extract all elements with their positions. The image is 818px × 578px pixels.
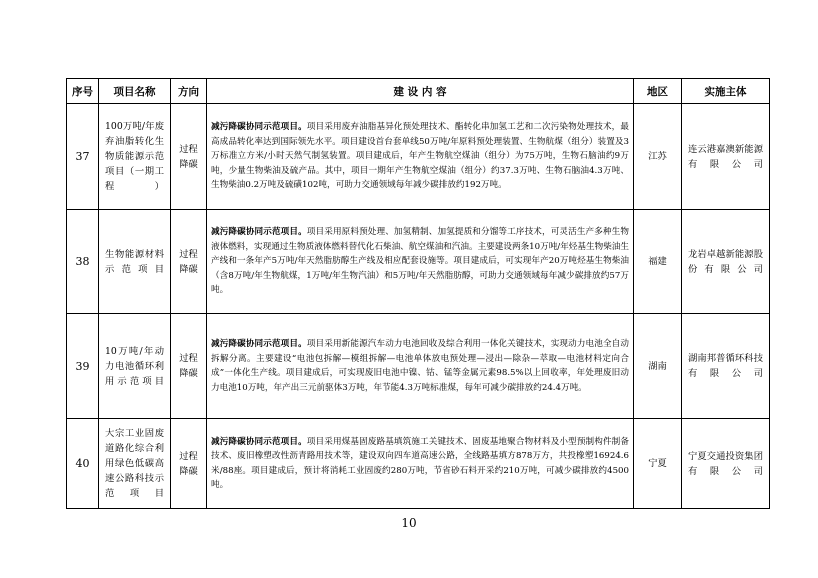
row-direction: 过程降碳 xyxy=(171,104,207,210)
header-implementing-entity: 实施主体 xyxy=(682,79,770,104)
row-implementing-entity: 连云港嘉澳新能源有限公司 xyxy=(682,104,770,210)
row-content-lead: 减污降碳协同示范项目。 xyxy=(211,436,307,447)
header-construction-content: 建 设 内 容 xyxy=(207,79,634,104)
header-direction: 方向 xyxy=(171,79,207,104)
header-region: 地区 xyxy=(634,79,682,104)
row-serial-number: 40 xyxy=(67,419,99,509)
row-construction-content xyxy=(207,210,634,314)
page-number: 10 xyxy=(401,516,417,530)
row-serial-number: 37 xyxy=(67,104,99,210)
row-direction: 过程降碳 xyxy=(171,314,207,419)
row-region: 湖南 xyxy=(634,314,682,419)
table-header-row xyxy=(67,79,770,104)
row-content-body: 项目采用新能源汽车动力电池回收及综合利用一体化关键技术，实现动力电池全自动拆解分离。主要建设“电池包拆解—模组拆解—电池单体放电预处理—浸出—除杂—萃取—电池材料定向合成”一体化生产线。项目建成后，可实现废旧电池中镍、钴、锰等金属元素98.5%以上回收率，年处理废旧动力电池10万吨，年产出三元前驱体3万吨，年节能4.3万吨标准煤，每年可减少碳排放约24.4万吨。 xyxy=(211,339,629,393)
row-construction-content xyxy=(207,419,634,509)
table-row xyxy=(67,419,770,509)
row-content-body: 项目采用原料预处理、加氢精制、加氢提质和分馏等工序技术，可灵活生产多种生物液体燃料，实现通过生物质液体燃料替代化石柴油、航空煤油和汽油。主要建设两条10万吨/年烃基生物柴油生产线和一条年产5万吨/年天然脂肪醇生产线及相应配套设施等。项目建成后，可实现年产20万吨烃基生物柴油（含8万吨/年生物航煤，1万吨/年生物汽油）和5万吨/年天然脂肪醇，可助力交通领域每年减少碳排放约57万吨。 xyxy=(211,227,629,296)
row-region: 福建 xyxy=(634,210,682,314)
row-direction: 过程降碳 xyxy=(171,210,207,314)
row-content-lead: 减污降碳协同示范项目。 xyxy=(211,339,307,349)
projects-table xyxy=(66,78,770,509)
row-project-name: 100万吨/年废弃油脂转化生物质能源示范项目（一期工程） xyxy=(99,104,171,210)
row-content-body: 项目采用煤基固废路基填筑施工关键技术、固废基地聚合物材料及小型预制构件制备技术、废旧橡塑改性沥青路用技术等，建设双向四车道高速公路，全线路基填方878万方，共投橡塑16924.6米/88座。项目建成后，预计将消耗工业固废约280万吨，节省砂石料开采约210万吨，可减少碳排放约4500吨。 xyxy=(211,436,629,490)
row-implementing-entity: 龙岩卓越新能源股份有限公司 xyxy=(682,210,770,314)
row-content-lead: 减污降碳协同示范项目。 xyxy=(211,122,307,133)
row-project-name: 生物能源材料示范项目 xyxy=(99,210,171,314)
row-implementing-entity: 湖南邦普循环科技有限公司 xyxy=(682,314,770,419)
row-project-name: 大宗工业固废道路化综合利用绿色低碳高速公路科技示范项目 xyxy=(99,419,171,509)
row-region: 宁夏 xyxy=(634,419,682,509)
table-row xyxy=(67,104,770,210)
row-construction-content xyxy=(207,314,634,419)
row-project-name: 10万吨/年动力电池循环利用示范项目 xyxy=(99,314,171,419)
row-direction: 过程降碳 xyxy=(171,419,207,509)
row-region: 江苏 xyxy=(634,104,682,210)
row-implementing-entity: 宁夏交通投资集团有限公司 xyxy=(682,419,770,509)
row-content-lead: 减污降碳协同示范项目。 xyxy=(211,227,307,238)
table-row xyxy=(67,210,770,314)
header-project-name: 项目名称 xyxy=(99,79,171,104)
row-serial-number: 38 xyxy=(67,210,99,314)
header-serial-number: 序号 xyxy=(67,79,99,104)
row-serial-number: 39 xyxy=(67,314,99,419)
row-construction-content xyxy=(207,104,634,210)
table-row xyxy=(67,314,770,419)
row-content-body: 项目采用废弃油脂基异化预处理技术、酯转化串加氢工艺和二次污染物处理技术，最高成品转化率达到国际领先水平。项目建设首台套单线50万吨/年原料预处理装置、生物航煤（组分）装置及3万标准立方米/小时天然气制氢装置。项目建成后，年产生物航空煤油（组分）为75万吨，生物石脑油约9万吨，少量生物柴油及硫产品。其中，项目一期年产生物航空煤油（组分）约37.3万吨、生物石脑油4.3万吨、生物柴油0.2万吨及硫磺102吨，可助力交通领域每年减少碳排放约192万吨。 xyxy=(211,122,629,191)
